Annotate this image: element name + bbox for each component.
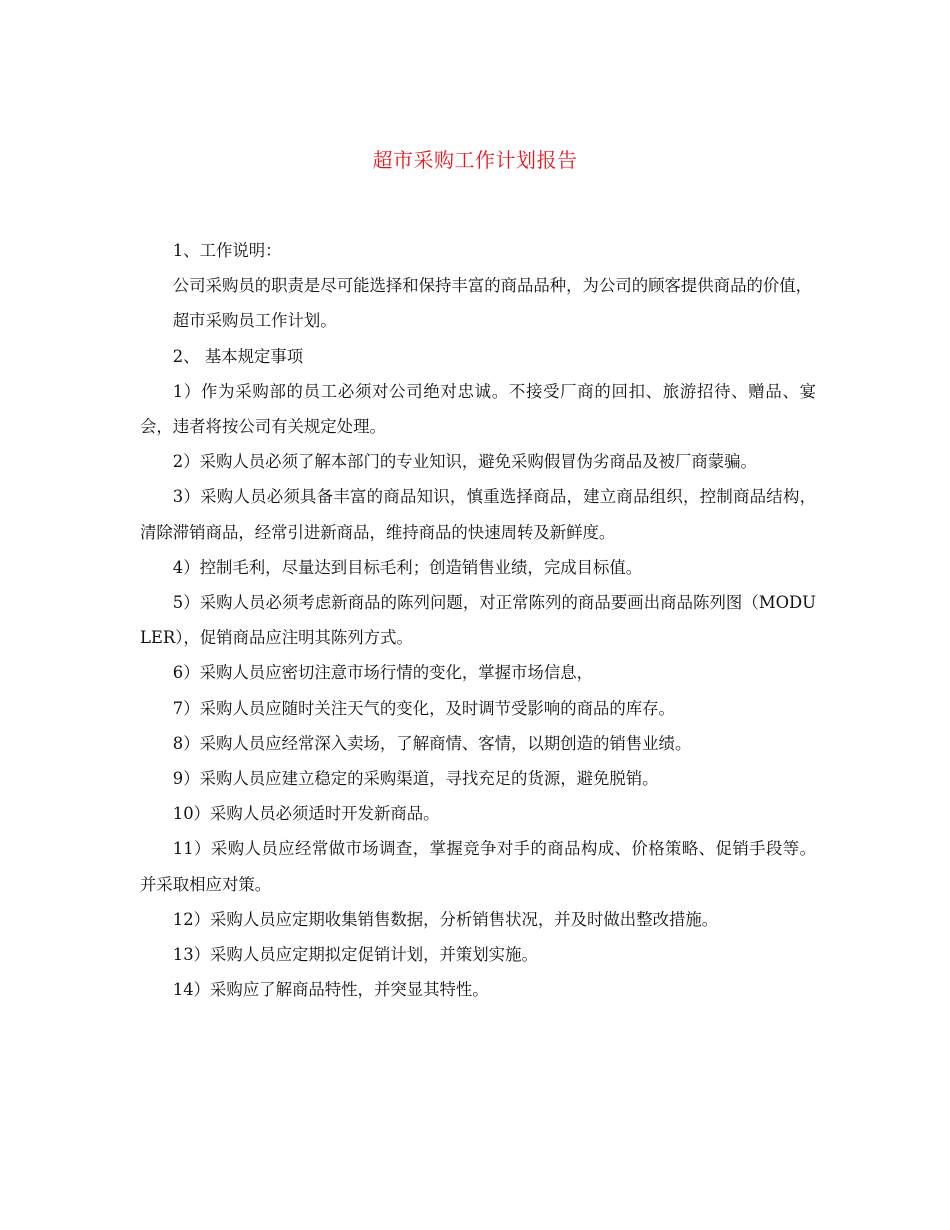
rule-item-11: 11）采购人员应经常做市场调查，掌握竞争对手的商品构成、价格策略、促销手段等。并采取相应对策。 bbox=[140, 839, 816, 894]
rule-item-14: 14）采购应了解商品特性，并突显其特性。 bbox=[172, 980, 489, 1000]
section-heading-work-description: 1、工作说明： bbox=[172, 241, 282, 260]
rule-item-12: 12）采购人员应定期收集销售数据，分析销售状况，并及时做出整改措施。 bbox=[172, 909, 719, 929]
paragraph-responsibility: 公司采购员的职责是尽可能选择和保持丰富的商品品种，为公司的顾客提供商品的价值， bbox=[172, 276, 813, 296]
rule-item-7: 7）采购人员应随时关注天气的变化，及时调节受影响的商品的库存。 bbox=[172, 698, 675, 718]
document-body bbox=[140, 233, 816, 1007]
rule-item-10: 10）采购人员必须适时开发新商品。 bbox=[172, 804, 440, 824]
rule-item-5: 5）采购人员必须考虑新商品的陈列问题，对正常陈列的商品要画出商品陈列图（MODULER），促销商品应注明其陈列方式。 bbox=[140, 593, 816, 648]
rule-item-3: 3）采购人员必须具备丰富的商品知识，慎重选择商品，建立商品组织，控制商品结构，清除滞销商品，经常引进新商品，维持商品的快速周转及新鲜度。 bbox=[140, 487, 816, 542]
rule-item-1: 1）作为采购部的员工必须对公司绝对忠诚。不接受厂商的回扣、旅游招待、赠品、宴会，违者将按公司有关规定处理。 bbox=[140, 381, 816, 437]
rule-item-6: 6）采购人员应密切注意市场行情的变化，掌握市场信息， bbox=[172, 663, 593, 683]
rule-item-9: 9）采购人员应建立稳定的采购渠道，寻找充足的货源，避免脱销。 bbox=[172, 769, 659, 789]
rule-item-2: 2）采购人员必须了解本部门的专业知识，避免采购假冒伪劣商品及被厂商蒙骗。 bbox=[172, 452, 757, 472]
rule-item-4: 4）控制毛利，尽量达到目标毛利；创造销售业绩，完成目标值。 bbox=[172, 557, 643, 577]
rule-item-13: 13）采购人员应定期拟定促销计划，并策划实施。 bbox=[172, 945, 538, 965]
section-heading-basic-rules: 2、 基本规定事项 bbox=[172, 346, 304, 366]
paragraph-work-plan: 超市采购员工作计划。 bbox=[172, 311, 337, 331]
document-title: 超市采购工作计划报告 bbox=[372, 148, 578, 172]
rule-item-8: 8）采购人员应经常深入卖场，了解商情、客情，以期创造的销售业绩。 bbox=[172, 733, 692, 753]
